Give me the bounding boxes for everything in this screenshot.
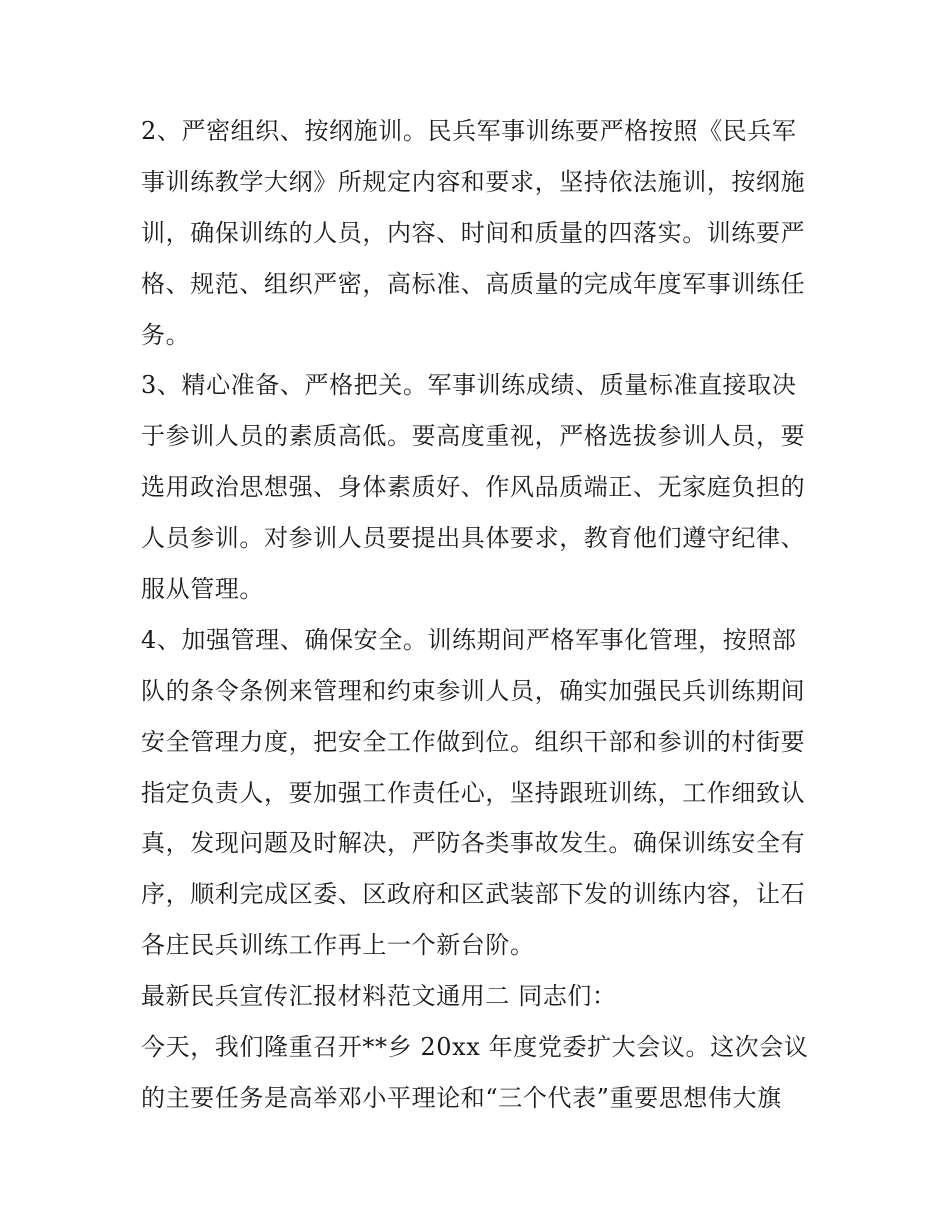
text-line: 格、规范、组织严密，高标准、高质量的完成年度军事训练任 [141, 269, 806, 298]
text-line: 序，顺利完成区委、区政府和区武装部下发的训练内容，让石 [141, 880, 806, 909]
text-line: 人员参训。对参训人员要提出具体要求，教育他们遵守纪律、 [141, 524, 806, 553]
text-line: 事训练教学大纲》所规定内容和要求，坚持依法施训，按纲施 [141, 167, 806, 196]
text-line: 训，确保训练的人员，内容、时间和质量的四落实。训练要严 [141, 218, 806, 247]
text-line: 选用政治思想强、身体素质好、作风品质端正、无家庭负担的 [141, 473, 806, 502]
text-line: 的主要任务是高举邓小平理论和“三个代表”重要思想伟大旗 [141, 1083, 782, 1112]
text-line: 2、严密组织、按纲施训。民兵军事训练要严格按照《民兵军 [141, 117, 797, 145]
text-line: 各庄民兵训练工作再上一个新台阶。 [141, 931, 535, 960]
document-body [141, 111, 821, 1129]
text-line: 于参训人员的素质高低。要高度重视，严格选拔参训人员，要 [141, 422, 806, 451]
text-line: 队的条令条例来管理和约束参训人员，确实加强民兵训练期间 [141, 676, 806, 705]
text-line: 今天，我们隆重召开**乡 20xx 年度党委扩大会议。这次会议 [141, 1033, 809, 1062]
text-line: 4、加强管理、确保安全。训练期间严格军事化管理，按照部 [141, 625, 797, 654]
text-line: 服从管理。 [141, 575, 264, 604]
section-heading: 最新民兵宣传汇报材料范文通用二 同志们： [141, 982, 617, 1011]
text-line: 务。 [141, 320, 191, 349]
text-line: 3、精心准备、严格把关。军事训练成绩、质量标准直接取决 [141, 371, 797, 400]
text-line: 真，发现问题及时解决，严防各类事故发生。确保训练安全有 [141, 829, 806, 858]
text-line: 安全管理力度，把安全工作做到位。组织干部和参训的村街要 [141, 727, 806, 756]
text-line: 指定负责人，要加强工作责任心，坚持跟班训练，工作细致认 [141, 778, 806, 807]
